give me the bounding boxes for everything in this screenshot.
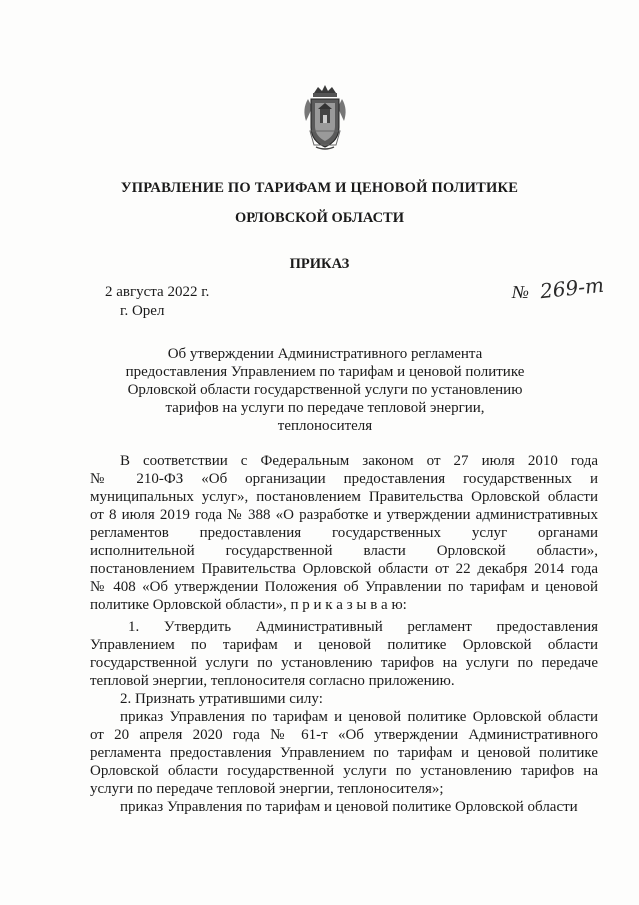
coat-of-arms-emblem: [302, 83, 348, 151]
organization-name-line2: ОРЛОВСКОЙ ОБЛАСТИ: [234, 210, 404, 226]
subject-line: Орловской области государственной услуги по установлению: [127, 382, 523, 398]
preamble-line: № 408 «Об утверждении Положения об Управлении по тарифам и ценовой: [90, 579, 598, 595]
document-number-handwritten: 269-т: [538, 272, 605, 304]
item2a-line: от 20 апреля 2020 года № 61-т «Об утверждении Административного: [90, 727, 598, 743]
subject-line: Об утверждении Административного регламента: [167, 346, 483, 362]
preamble-line: постановлением Правительства Орловской области от 22 декабря 2014 года: [90, 561, 598, 577]
item2a-line: приказ Управления по тарифам и ценовой политике Орловской области: [120, 709, 598, 725]
order-items: [90, 618, 598, 816]
item1-line: тепловой энергии, теплоносителя согласно приложению.: [90, 673, 455, 689]
item2a-line: Орловской области государственной услуги по установлению тарифов на: [90, 763, 598, 779]
document-number-label: №: [512, 282, 529, 302]
item2-title: 2. Признать утратившими силу:: [120, 691, 323, 707]
item2b-line: приказ Управления по тарифам и ценовой политике Орловской области: [120, 799, 578, 815]
document-date: 2 августа 2022 г.: [105, 284, 210, 300]
preamble-line: от 8 июля 2019 года № 388 «О разработке и утверждении административных: [90, 507, 598, 523]
subject-line: тарифов на услуги по передаче тепловой энергии,: [165, 400, 485, 416]
preamble-line: исполнительной государственной власти Орловской области»,: [90, 543, 598, 559]
preamble-line: В соответствии с Федеральным законом от 27 июля 2010 года: [120, 453, 598, 469]
preamble-line: регламентов предоставления государственных услуг органами: [90, 525, 598, 541]
subject-line: предоставления Управлением по тарифам и ценовой политике: [125, 364, 525, 380]
document-subject: [90, 345, 560, 435]
preamble-line: № 210-ФЗ «Об организации предоставления государственных и: [90, 471, 598, 487]
document-city: г. Орел: [120, 303, 165, 319]
document-type-title: ПРИКАЗ: [289, 256, 350, 272]
organization-name-line1: УПРАВЛЕНИЕ ПО ТАРИФАМ И ЦЕНОВОЙ ПОЛИТИКЕ: [120, 180, 519, 196]
subject-line: теплоносителя: [277, 418, 373, 434]
item2a-line: регламента предоставления Управлением по тарифам и ценовой политике: [90, 745, 598, 761]
item1-line: 1. Утвердить Административный регламент предоставления: [128, 619, 598, 635]
preamble-paragraph: [90, 452, 598, 614]
preamble-line: муниципальных услуг», постановлением Правительства Орловской области: [90, 489, 598, 505]
preamble-line: политике Орловской области», п р и к а з ы в а ю:: [90, 597, 407, 613]
item1-line: государственной услуги по установлению тарифов на услуги по передаче: [90, 655, 598, 671]
item1-line: Управлением по тарифам и ценовой политике Орловской области: [90, 637, 598, 653]
item2a-line: услуги по передаче тепловой энергии, теплоносителя»;: [90, 781, 444, 797]
